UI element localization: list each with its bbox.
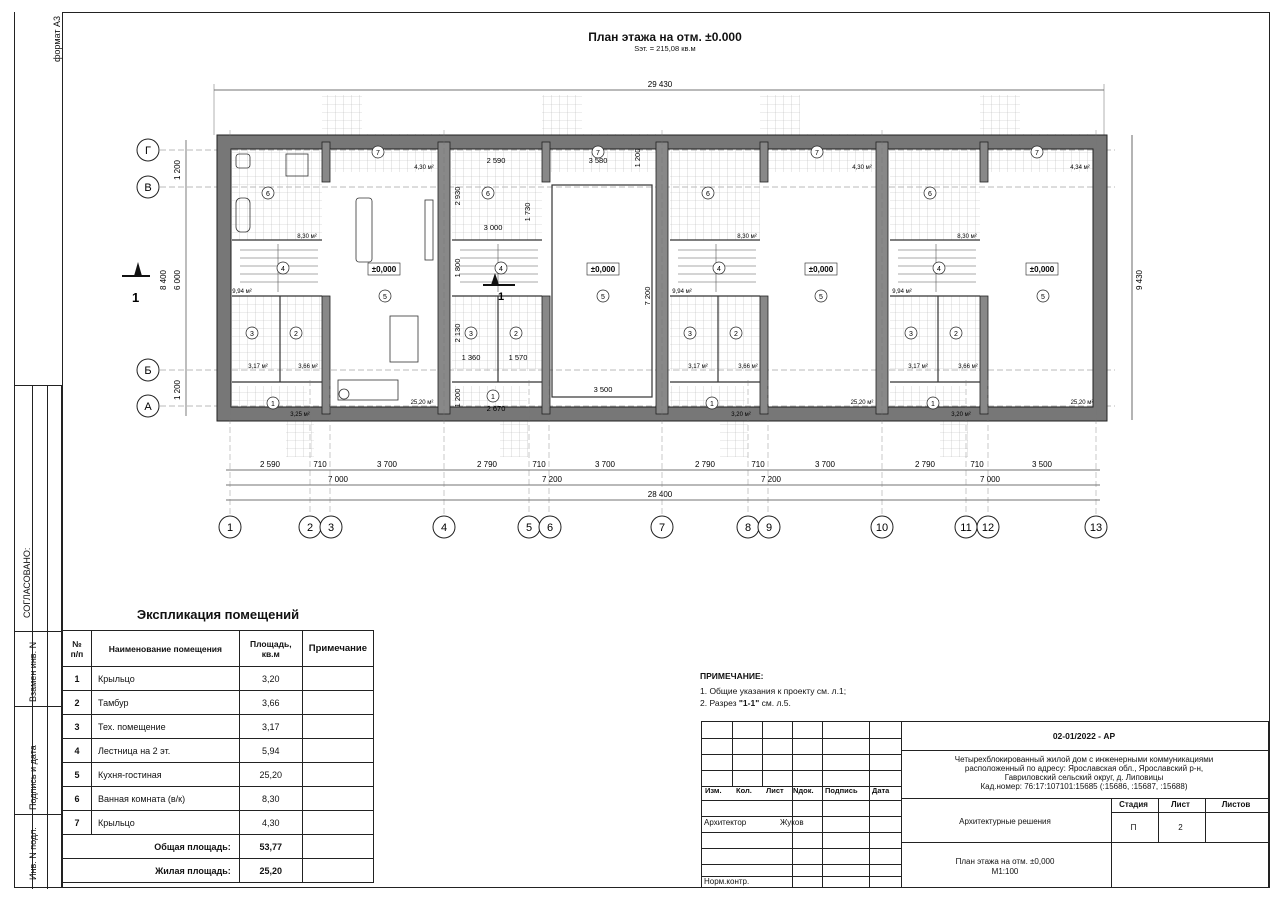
svg-text:4: 4: [937, 266, 941, 273]
axis-col-13: 13: [1089, 522, 1103, 534]
svg-text:710: 710: [532, 460, 546, 469]
dim-left-2: 8 400: [159, 269, 168, 291]
svg-text:7: 7: [376, 150, 380, 157]
elev-label-4: ±0,000: [1029, 265, 1055, 274]
axis-col-2: 2: [306, 522, 314, 534]
sign-date-label: Подпись и дата: [28, 745, 38, 810]
stamp-name-architect: Жуков: [780, 818, 804, 827]
bottom-total-dim: 28 400: [647, 490, 673, 499]
stamp-stage-header: Стадия: [1119, 800, 1148, 809]
axis-col-5: 5: [525, 522, 533, 534]
svg-text:2: 2: [514, 331, 518, 338]
dim-left-3: 6 000: [173, 269, 182, 291]
stamp-code: 02-01/2022 - АР: [1052, 731, 1116, 741]
svg-text:2: 2: [734, 331, 738, 338]
svg-text:3 700: 3 700: [814, 460, 836, 469]
svg-text:8,30 м²: 8,30 м²: [737, 234, 757, 240]
svg-text:2 790: 2 790: [914, 460, 936, 469]
total-row: Общая площадь: 53,77: [63, 835, 374, 859]
svg-text:3,17 м²: 3,17 м²: [688, 364, 708, 370]
agreed-label: СОГЛАСОВАНО:: [22, 547, 32, 618]
stamp-columns: Изм. Кол. Лист Nдок. Подпись Дата: [705, 786, 890, 795]
svg-text:5: 5: [1041, 294, 1045, 301]
axis-row-b: Б: [144, 365, 152, 377]
svg-text:6: 6: [928, 191, 932, 198]
table-row: 3 Тех. помещение 3,17: [63, 715, 374, 739]
svg-text:4,34 м²: 4,34 м²: [1070, 165, 1090, 171]
svg-text:6: 6: [706, 191, 710, 198]
format-label: формат А3: [52, 15, 62, 62]
svg-text:3 700: 3 700: [376, 460, 398, 469]
svg-text:3: 3: [250, 331, 254, 338]
svg-text:8,30 м²: 8,30 м²: [297, 234, 317, 240]
svg-text:4,30 м²: 4,30 м²: [852, 165, 872, 171]
svg-text:1 800: 1 800: [453, 258, 462, 278]
note-line-1: 1. Общие указания к проекту см. л.1;: [700, 686, 847, 696]
stamp-section: Архитектурные решения: [959, 817, 1051, 826]
stamp-role-normcontrol: Норм.контр.: [704, 877, 750, 886]
axis-col-8: 8: [744, 522, 752, 534]
plan-area-subtitle: Sэт. = 215,08 кв.м: [634, 44, 696, 53]
svg-text:9,94 м²: 9,94 м²: [232, 289, 252, 295]
svg-text:7 200: 7 200: [760, 475, 782, 484]
section-mark-left: 1: [132, 290, 140, 305]
svg-text:2 790: 2 790: [476, 460, 498, 469]
svg-text:1: 1: [271, 401, 275, 408]
svg-text:1 360: 1 360: [461, 353, 481, 362]
svg-text:3: 3: [688, 331, 692, 338]
stamp-drawing-title: План этажа на отм. ±0,000 М1:100: [955, 857, 1055, 876]
svg-text:1 570: 1 570: [508, 353, 528, 362]
elev-label-2: ±0,000: [590, 265, 616, 274]
svg-text:25,20 м²: 25,20 м²: [410, 400, 434, 406]
svg-text:7 200: 7 200: [541, 475, 563, 484]
svg-text:3,17 м²: 3,17 м²: [248, 364, 268, 370]
svg-text:2 670: 2 670: [486, 404, 506, 413]
svg-text:25,20 м²: 25,20 м²: [1070, 400, 1094, 406]
svg-text:3: 3: [469, 331, 473, 338]
axis-col-12: 12: [981, 522, 995, 534]
svg-text:1 200: 1 200: [633, 148, 642, 168]
svg-text:3,25 м²: 3,25 м²: [290, 412, 310, 418]
svg-text:4: 4: [717, 266, 721, 273]
svg-text:6: 6: [486, 191, 490, 198]
svg-text:7: 7: [815, 150, 819, 157]
svg-text:3 700: 3 700: [594, 460, 616, 469]
svg-text:7 000: 7 000: [979, 475, 1001, 484]
svg-text:3 000: 3 000: [483, 223, 503, 232]
axis-col-9: 9: [765, 522, 773, 534]
stamp-sheets-header: Листов: [1221, 800, 1251, 809]
svg-text:3,17 м²: 3,17 м²: [908, 364, 928, 370]
axis-row-a: А: [144, 401, 152, 413]
svg-text:3,20 м²: 3,20 м²: [951, 412, 971, 418]
svg-text:8,30 м²: 8,30 м²: [957, 234, 977, 240]
svg-text:3 500: 3 500: [1031, 460, 1053, 469]
svg-text:4,30 м²: 4,30 м²: [414, 165, 434, 171]
svg-text:2 930: 2 930: [453, 186, 462, 206]
stamp-sheet: 2: [1178, 823, 1183, 832]
svg-text:25,20 м²: 25,20 м²: [850, 400, 874, 406]
axis-col-11: 11: [960, 522, 972, 534]
section-mark-inner: 1: [498, 291, 505, 303]
svg-text:5: 5: [819, 294, 823, 301]
svg-text:2 130: 2 130: [453, 323, 462, 343]
note-heading: ПРИМЕЧАНИЕ:: [700, 671, 764, 681]
dim-left-1: 1 200: [173, 159, 182, 181]
svg-text:1: 1: [931, 401, 935, 408]
axis-col-6: 6: [546, 522, 554, 534]
elev-label-1: ±0,000: [371, 265, 397, 274]
axis-row-g: Г: [145, 145, 151, 157]
overall-top-dim: 29 430: [647, 80, 673, 89]
stamp-sheet-header: Лист: [1171, 800, 1190, 809]
stamp-role-architect: Архитектор: [704, 818, 747, 827]
axis-col-1: 1: [226, 522, 234, 534]
explication-table: № п/п Наименование помещения Площадь, кв.м Примечание 1 Крыльцо 3,20 2 Тамбур 3,66 3 Тех. помещение 3,17 4 Лестница на 2 эт. 5,94 5 Кухня-гостиная 25,20 6 Ванная комната (в/к) 8,30 7 Крыльцо 4,30 Общая площадь: 53,77 Жилая площадь: 25,20: [62, 630, 374, 883]
svg-text:1: 1: [710, 401, 714, 408]
plan-title: План этажа на отм. ±0.000: [588, 30, 742, 44]
table-row: 4 Лестница на 2 эт. 5,94: [63, 739, 374, 763]
svg-text:3 580: 3 580: [588, 156, 608, 165]
svg-text:7 200: 7 200: [643, 286, 652, 306]
svg-text:710: 710: [313, 460, 327, 469]
svg-text:2 590: 2 590: [486, 156, 506, 165]
svg-text:7: 7: [596, 150, 600, 157]
table-row: 7 Крыльцо 4,30: [63, 811, 374, 835]
svg-text:1 200: 1 200: [453, 388, 462, 408]
svg-text:710: 710: [970, 460, 984, 469]
table-row: 6 Ванная комната (в/к) 8,30: [63, 787, 374, 811]
svg-text:2: 2: [294, 331, 298, 338]
svg-text:3 500: 3 500: [593, 385, 613, 394]
svg-text:3,66 м²: 3,66 м²: [298, 364, 318, 370]
table-row: 1 Крыльцо 3,20: [63, 667, 374, 691]
explication-title: Экспликация помещений: [136, 607, 300, 622]
axis-col-7: 7: [658, 522, 666, 534]
svg-text:4: 4: [499, 266, 503, 273]
svg-text:3,66 м²: 3,66 м²: [958, 364, 978, 370]
svg-text:7 000: 7 000: [327, 475, 349, 484]
svg-text:2 790: 2 790: [694, 460, 716, 469]
svg-text:2 590: 2 590: [259, 460, 281, 469]
svg-text:3: 3: [909, 331, 913, 338]
overall-right-dim: 9 430: [1135, 269, 1144, 291]
axis-row-v: В: [144, 182, 152, 194]
axis-col-10: 10: [875, 522, 889, 534]
svg-text:3,20 м²: 3,20 м²: [731, 412, 751, 418]
svg-text:9,94 м²: 9,94 м²: [892, 289, 912, 295]
inv-orig-label: Инв. N подл.: [28, 827, 38, 880]
axis-col-4: 4: [440, 522, 448, 534]
svg-text:9,94 м²: 9,94 м²: [672, 289, 692, 295]
table-row: 2 Тамбур 3,66: [63, 691, 374, 715]
stamp-stage: П: [1130, 823, 1137, 832]
svg-text:1: 1: [491, 394, 495, 401]
stamp-description: Четырехблокированный жилой дом с инженерными коммуникациями расположенный по адресу: Ярославская обл., Ярославский р-н, Гавриловский сельский округ, д. Липовицы Кад.номер: 76:17:107101:15685 (:15686, :15687, :15688): [954, 755, 1214, 791]
table-row: 5 Кухня-гостиная 25,20: [63, 763, 374, 787]
svg-text:1 730: 1 730: [523, 202, 532, 222]
svg-text:710: 710: [751, 460, 765, 469]
dim-left-4: 1 200: [173, 379, 182, 401]
svg-text:3,66 м²: 3,66 м²: [738, 364, 758, 370]
svg-text:2: 2: [954, 331, 958, 338]
svg-text:7: 7: [1035, 150, 1039, 157]
svg-text:4: 4: [281, 266, 285, 273]
svg-text:6: 6: [266, 191, 270, 198]
svg-text:5: 5: [383, 294, 387, 301]
replace-inv-label: Взамен инв. N: [28, 641, 38, 702]
living-row: Жилая площадь: 25,20: [63, 859, 374, 883]
svg-text:5: 5: [601, 294, 605, 301]
elev-label-3: ±0,000: [808, 265, 834, 274]
note-line-2: 2. Разрез "1-1" см. л.5.: [700, 698, 791, 708]
axis-col-3: 3: [327, 522, 335, 534]
